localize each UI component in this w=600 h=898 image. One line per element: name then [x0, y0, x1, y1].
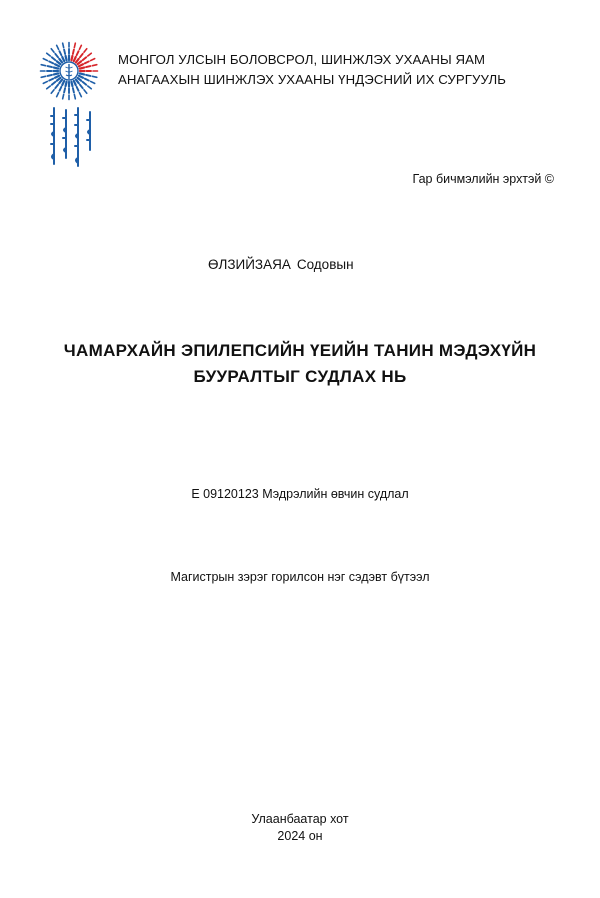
author-given-name: Содовын — [296, 257, 354, 272]
thesis-title-line-2: БУУРАЛТЫГ СУДЛАХ НЬ — [193, 367, 407, 386]
place-and-year — [0, 811, 600, 845]
thesis-title — [0, 338, 600, 390]
author-name — [208, 257, 354, 272]
degree-statement: Магистрын зэрэг горилсон нэг сэдэвт бүтээл — [170, 570, 430, 584]
specialty-code: Е 09120123 Мэдрэлийн өвчин судлал — [191, 487, 409, 501]
thesis-title-line-1: ЧАМАРХАЙН ЭПИЛЕПСИЙН ҮЕИЙН ТАНИН МЭДЭХҮЙН — [63, 341, 537, 360]
emblem-icon — [38, 40, 100, 102]
mongolian-script-mark — [46, 106, 94, 170]
ministry-name: МОНГОЛ УЛСЫН БОЛОВСРОЛ, ШИНЖЛЭХ УХААНЫ ЯАМ — [118, 52, 486, 67]
copyright-notice: Гар бичмэлийн эрхтэй © — [412, 172, 554, 186]
institution-header — [118, 50, 506, 90]
university-logo — [38, 40, 100, 102]
city: Улаанбаатар хот — [251, 812, 349, 826]
university-name: АНАГААХЫН ШИНЖЛЭХ УХААНЫ ҮНДЭСНИЙ ИХ СУРГУУЛЬ — [118, 72, 507, 87]
year: 2024 он — [277, 829, 323, 843]
author-family-name: ӨЛЗИЙЗАЯА — [208, 257, 291, 272]
